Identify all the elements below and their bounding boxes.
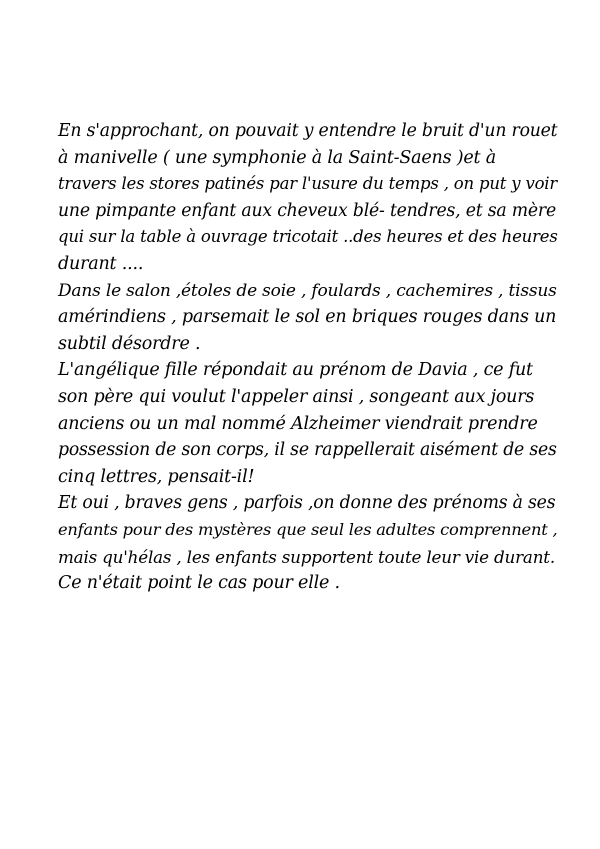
text-line: son père qui voulut l'appeler ainsi , songeant aux jours bbox=[58, 386, 535, 407]
text-line: Ce n'était point le cas pour elle . bbox=[58, 573, 340, 594]
text-line: anciens ou un mal nommé Alzheimer viendrait prendre bbox=[58, 413, 538, 434]
text-line: Et oui , braves gens , parfois ,on donne des prénoms à ses bbox=[58, 493, 556, 514]
text-line: à manivelle ( une symphonie à la Saint-Saens )et à bbox=[58, 147, 496, 168]
text-line: L'angélique fille répondait au prénom de Davia , ce fut bbox=[58, 360, 533, 381]
text-line: qui sur la table à ouvrage tricotait ..des heures et des heures bbox=[58, 227, 558, 247]
text-line: possession de son corps, il se rappellerait aisément de ses bbox=[58, 440, 557, 461]
text-line: mais qu'hélas , les enfants supportent toute leur vie durant. bbox=[58, 546, 555, 567]
text-line: cinq lettres, pensait-il! bbox=[58, 466, 255, 487]
text-line: Dans le salon ,étoles de soie , foulards , cachemires , tissus bbox=[58, 280, 557, 301]
text-line: subtil désordre . bbox=[58, 333, 201, 354]
text-line: travers les stores patinés par l'usure du temps , on put y voir bbox=[58, 174, 558, 194]
text-line: durant .... bbox=[58, 253, 144, 274]
text-line: En s'approchant, on pouvait y entendre le bruit d'un rouet bbox=[58, 121, 558, 141]
text-line: une pimpante enfant aux cheveux blé- tendres, et sa mère bbox=[58, 200, 556, 221]
handwritten-text-block bbox=[58, 118, 558, 597]
text-line: enfants pour des mystères que seul les adultes comprennent , bbox=[58, 519, 558, 539]
text-line: amérindiens , parsemait le sol en briques rouges dans un bbox=[58, 307, 557, 328]
